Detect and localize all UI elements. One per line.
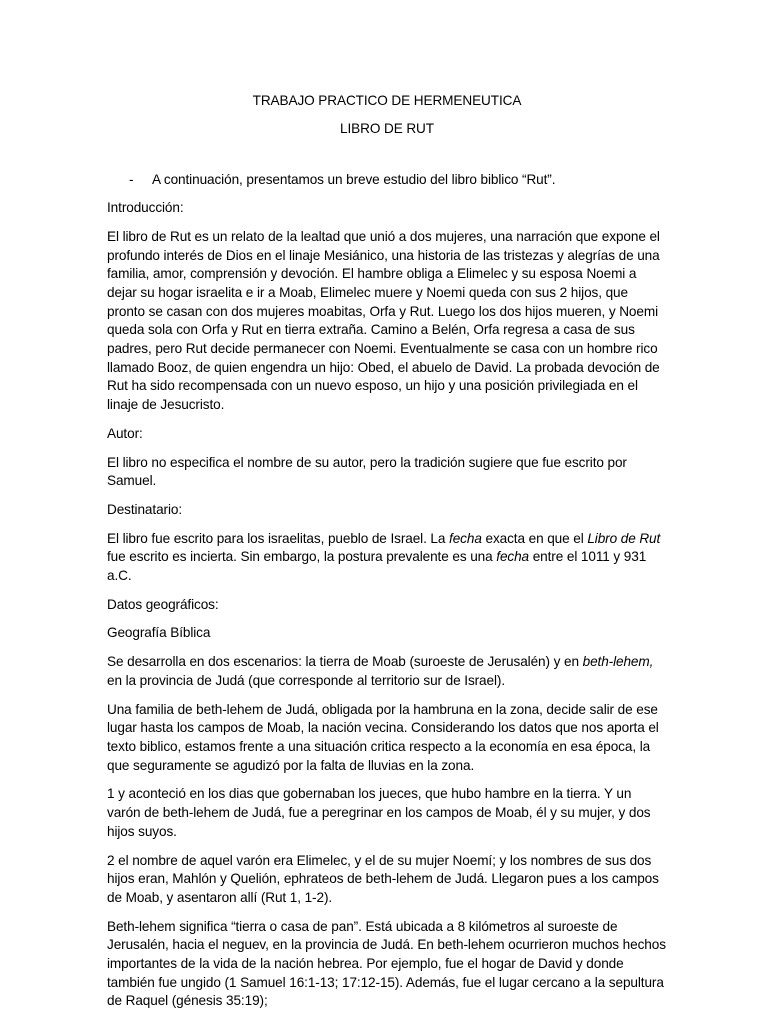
verse-1: 1 y aconteció en los dias que gobernaban los jueces, que hubo hambre en la tierra. Y un varón de beth-lehem de Judá, fue a peregrinar en los campos de Moab, él y su mujer, y dos hijos suyos.	[107, 786, 651, 839]
bullet-mark: -	[129, 172, 134, 188]
geo-heading: Datos geográficos:	[107, 596, 219, 612]
autor-heading: Autor:	[107, 425, 143, 441]
bethlehem-paragraph: Beth-lehem significa “tierra o casa de pan”. Está ubicada a 8 kilómetros al suroeste de Jerusalén, hacia el neguev, en la provincia de Judá. En beth-lehem ocurrieron muchos hechos importantes de la vida de la nación hebrea. Por ejemplo, fue el hogar de David y donde también fue ungido (1 Samuel 16:1-13; 17:12-15). Además, fue el lugar cercano a la sepultura de Raquel (génesis 35:19);	[107, 918, 666, 1009]
geo-p1-em: beth-lehem,	[582, 654, 654, 670]
dest-text-d: entre el 1011 y 931 a.C.	[107, 549, 647, 584]
verse-2: 2 el nombre de aquel varón era Elimelec, y el de su mujer Noemí; y los nombres de sus dos hijos eran, Mahlón y Quelión, ephrateos de beth-lehem de Judá. Llegaron pues a los campos de Moab, y asentaron allí (Rut 1, 1-2).	[107, 852, 659, 905]
geo-p1-b: en la provincia de Judá (que corresponde al territorio sur de Israel).	[107, 672, 506, 688]
geo-paragraph-1	[107, 653, 667, 690]
intro-paragraph: El libro de Rut es un relato de la lealtad que unió a dos mujeres, una narración que expone el profundo interés de Dios en el linaje Mesiánico, una historia de las tristezas y alegrías de una familia, amor, comprensión y devoción. El hambre obliga a Elimelec y su esposa Noemi a dejar su hogar israelita e ir a Moab, Elimelec muere y Noemi queda con sus 2 hijos, que pronto se casan con dos mujeres moabitas, Orfa y Rut. Luego los dos hijos mueren, y Noemi queda sola con Orfa y Rut en tierra extraña. Camino a Belén, Orfa regresa a casa de sus padres, pero Rut decide permanecer con Noemi. Eventualmente se casa con un hombre rico llamado Booz, de quien engendra un hijo: Obed, el abuelo de David. La probada devoción de Rut ha sido recompensada con un nuevo esposo, un hijo y una posición privilegiada en el linaje de Jesucristo.	[107, 228, 660, 413]
dest-text-b: exacta en que el	[481, 530, 588, 546]
dest-fecha-2: fecha	[496, 549, 530, 565]
destinatario-heading: Destinatario:	[107, 501, 183, 517]
geo-paragraph-2: Una familia de beth-lehem de Judá, obligada por la hambruna en la zona, decide salir de ese lugar hasta los campos de Moab, la nación vecina. Considerando los datos que nos aporta el texto biblico, estamos frente a una situación critica respecto a la economía en esa época, la que seguramente se agudizó por la falta de lluvias en la zona.	[107, 701, 659, 773]
dest-fecha-1: fecha	[449, 530, 482, 546]
autor-paragraph: El libro no especifica el nombre de su autor, pero la tradición sugiere que fue escrito por Samuel.	[107, 454, 627, 489]
dest-text-c: fue escrito es incierta. Sin embargo, la postura prevalente es una	[107, 549, 497, 565]
bullet-text: A continuación, presentamos un breve estudio del libro biblico “Rut”.	[152, 172, 556, 188]
document-body	[107, 92, 667, 1011]
destinatario-paragraph	[107, 530, 667, 586]
dest-text-a: El libro fue escrito para los israelitas, pueblo de Israel. La	[107, 530, 450, 546]
dest-libro: Libro de Rut	[587, 530, 661, 546]
document-subtitle: LIBRO DE RUT	[340, 120, 434, 136]
intro-bullet	[107, 171, 667, 190]
geo-p1-a: Se desarrolla en dos escenarios: la tierra de Moab (suroeste de Jerusalén) y en	[107, 654, 583, 670]
geo-subheading: Geografía Bíblica	[107, 625, 211, 641]
intro-heading: Introducción:	[107, 200, 184, 216]
document-title: TRABAJO PRACTICO DE HERMENEUTICA	[252, 93, 522, 108]
